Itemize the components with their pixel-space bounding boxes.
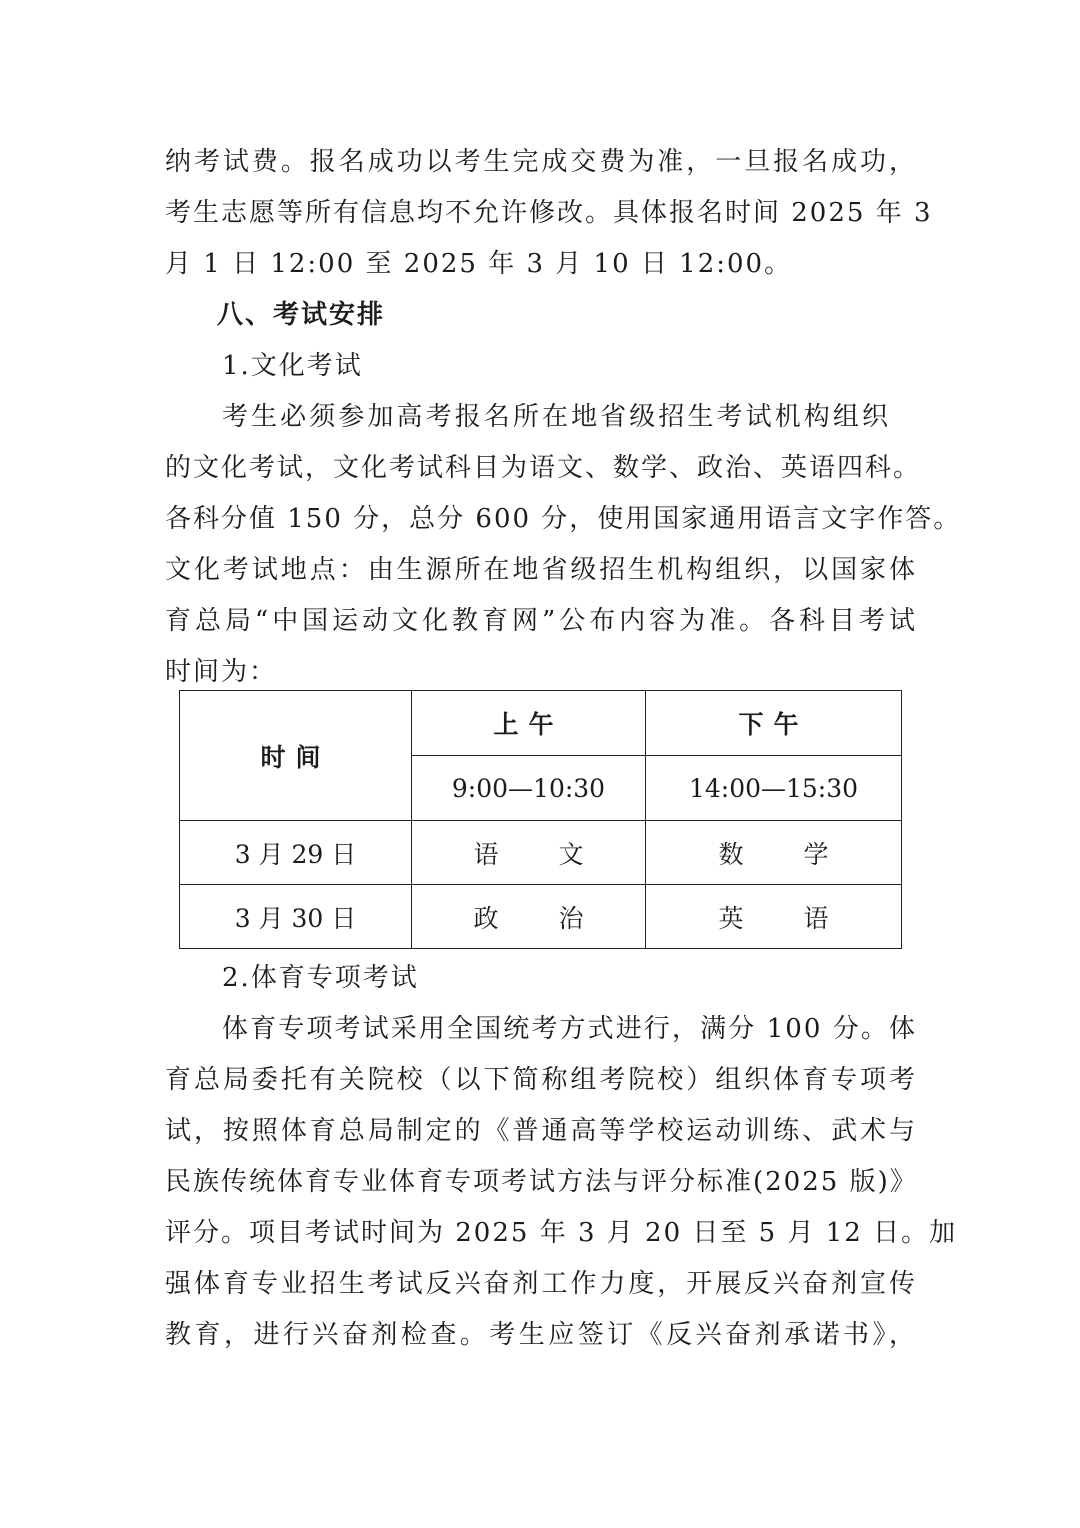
culture-exam-line-2: 的文化考试，文化考试科目为语文、数学、政治、英语四科。 [165,453,922,483]
table-pm-subject-cell: 数 学 [646,821,902,885]
culture-exam-line-1: 考生必须参加高考报名所在地省级招生考试机构组织 [222,402,890,432]
sports-exam-line-6: 强体育专业招生考试反兴奋剂工作力度，开展反兴奋剂宣传 [165,1269,917,1299]
table-pm-time: 14:00—15:30 [646,756,902,821]
table-am-subject-cell: 语 文 [412,821,646,885]
table-am-time: 9:00—10:30 [412,756,646,821]
subsection-title-culture-exam: 1.文化考试 [222,351,363,381]
table-pm-subject-cell: 英 语 [646,885,902,949]
table-am-subject-cell: 政 治 [412,885,646,949]
table-date-cell: 3 月 29 日 [180,821,412,885]
sports-exam-line-1: 体育专项考试采用全国统考方式进行，满分 100 分。体 [222,1014,917,1044]
sports-exam-line-7: 教育，进行兴奋剂检查。考生应签订《反兴奋剂承诺书》， [165,1320,917,1350]
sports-exam-line-5: 评分。项目考试时间为 2025 年 3 月 20 日至 5 月 12 日。加 [165,1218,958,1248]
culture-exam-line-6: 时间为： [165,657,278,687]
culture-exam-line-3: 各科分值 150 分，总分 600 分，使用国家通用语言文字作答。 [165,504,962,534]
registration-line-3: 月 1 日 12:00 至 2025 年 3 月 10 日 12:00。 [165,249,793,279]
sports-exam-line-4: 民族传统体育专业体育专项考试方法与评分标准(2025 版)》 [165,1167,918,1197]
culture-exam-line-5: 育总局“中国运动文化教育网”公布内容为准。各科目考试 [165,606,917,636]
table-header-time: 时间 [180,691,412,821]
registration-line-1: 纳考试费。报名成功以考生完成交费为准，一旦报名成功， [165,147,917,177]
table-row [180,885,902,949]
sports-exam-line-3: 试，按照体育总局制定的《普通高等学校运动训练、武术与 [165,1116,917,1146]
table-row [180,821,902,885]
exam-schedule-table [179,690,902,949]
subsection-title-sports-exam: 2.体育专项考试 [222,963,419,993]
sports-exam-line-2: 育总局委托有关院校（以下简称组考院校）组织体育专项考 [165,1065,917,1095]
table-header-row [180,691,902,756]
table-header-am: 上午 [412,691,646,756]
registration-line-2: 考生志愿等所有信息均不允许修改。具体报名时间 2025 年 3 [165,198,933,228]
table-date-cell: 3 月 30 日 [180,885,412,949]
culture-exam-line-4: 文化考试地点：由生源所在地省级招生机构组织，以国家体 [165,555,917,585]
section-heading-exam-arrangement: 八、考试安排 [217,300,386,330]
table-header-pm: 下午 [646,691,902,756]
